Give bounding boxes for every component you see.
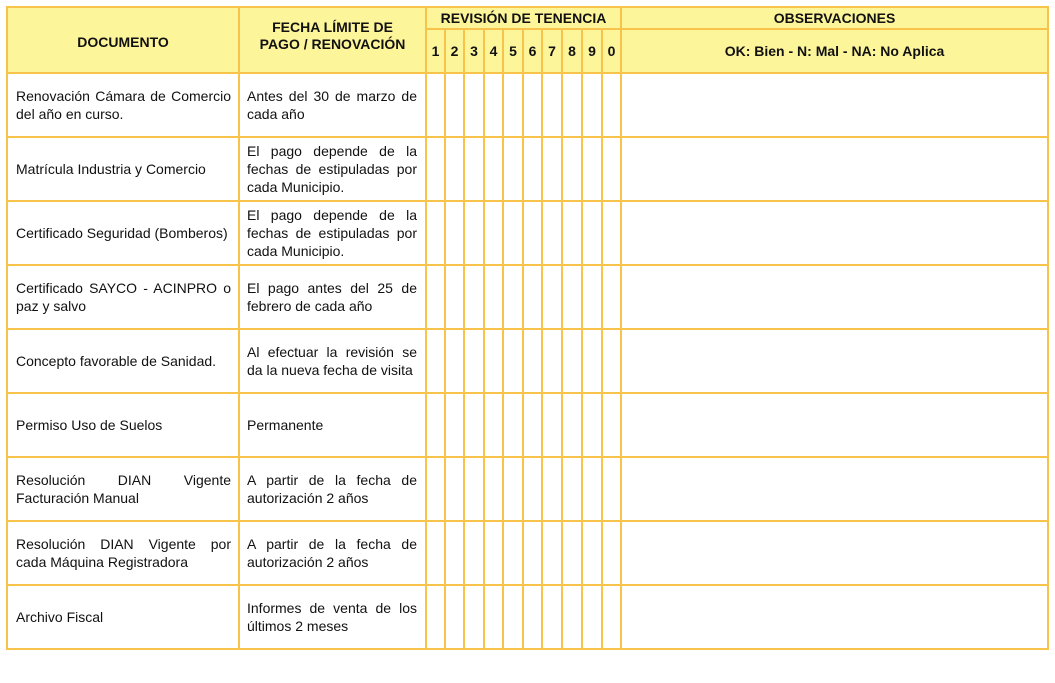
revision-check-cell[interactable] xyxy=(503,137,523,201)
revision-check-cell[interactable] xyxy=(464,457,484,521)
revision-check-cell[interactable] xyxy=(562,265,582,329)
revision-col-header: 3 xyxy=(464,29,484,73)
revision-check-cell[interactable] xyxy=(445,201,464,265)
revision-check-cell[interactable] xyxy=(503,201,523,265)
revision-check-cell[interactable] xyxy=(523,585,542,649)
revision-check-cell[interactable] xyxy=(503,265,523,329)
table-body xyxy=(7,73,1048,649)
revision-check-cell[interactable] xyxy=(484,457,503,521)
revision-check-cell[interactable] xyxy=(562,201,582,265)
revision-check-cell[interactable] xyxy=(445,73,464,137)
revision-check-cell[interactable] xyxy=(426,329,445,393)
revision-check-cell[interactable] xyxy=(503,457,523,521)
revision-check-cell[interactable] xyxy=(542,73,562,137)
revision-check-cell[interactable] xyxy=(464,137,484,201)
revision-check-cell[interactable] xyxy=(484,137,503,201)
revision-check-cell[interactable] xyxy=(503,585,523,649)
header-documento: DOCUMENTO xyxy=(7,7,239,73)
revision-col-header: 8 xyxy=(562,29,582,73)
revision-check-cell[interactable] xyxy=(582,329,602,393)
revision-check-cell[interactable] xyxy=(602,521,621,585)
revision-check-cell[interactable] xyxy=(445,137,464,201)
header-observaciones-legend: OK: Bien - N: Mal - NA: No Aplica xyxy=(621,29,1048,73)
revision-check-cell[interactable] xyxy=(426,73,445,137)
revision-check-cell[interactable] xyxy=(562,457,582,521)
revision-check-cell[interactable] xyxy=(602,393,621,457)
revision-check-cell[interactable] xyxy=(602,137,621,201)
observaciones-cell[interactable] xyxy=(621,457,1048,521)
revision-check-cell[interactable] xyxy=(582,265,602,329)
revision-check-cell[interactable] xyxy=(464,201,484,265)
document-page xyxy=(6,6,1049,650)
revision-col-header: 6 xyxy=(523,29,542,73)
revision-check-cell[interactable] xyxy=(426,457,445,521)
revision-check-cell[interactable] xyxy=(445,265,464,329)
documento-cell: Resolución DIAN Vigente Facturación Manual xyxy=(7,457,239,521)
table-row xyxy=(7,73,1048,137)
documento-cell: Resolución DIAN Vigente por cada Máquina Registradora xyxy=(7,521,239,585)
revision-check-cell[interactable] xyxy=(445,393,464,457)
revision-col-header: 7 xyxy=(542,29,562,73)
observaciones-cell[interactable] xyxy=(621,521,1048,585)
revision-check-cell[interactable] xyxy=(523,137,542,201)
observaciones-cell[interactable] xyxy=(621,73,1048,137)
revision-check-cell[interactable] xyxy=(484,393,503,457)
revision-check-cell[interactable] xyxy=(562,73,582,137)
revision-check-cell[interactable] xyxy=(542,329,562,393)
revision-check-cell[interactable] xyxy=(523,329,542,393)
revision-check-cell[interactable] xyxy=(542,137,562,201)
documento-cell: Renovación Cámara de Comercio del año en curso. xyxy=(7,73,239,137)
revision-col-header: 5 xyxy=(503,29,523,73)
revision-check-cell[interactable] xyxy=(523,393,542,457)
revision-check-cell[interactable] xyxy=(484,521,503,585)
tenencia-table xyxy=(6,6,1049,650)
fecha-cell: Antes del 30 de marzo de cada año xyxy=(239,73,426,137)
revision-check-cell[interactable] xyxy=(582,137,602,201)
revision-check-cell[interactable] xyxy=(484,201,503,265)
table-row xyxy=(7,265,1048,329)
revision-check-cell[interactable] xyxy=(602,457,621,521)
revision-check-cell[interactable] xyxy=(484,73,503,137)
fecha-cell: Permanente xyxy=(239,393,426,457)
revision-check-cell[interactable] xyxy=(542,265,562,329)
fecha-cell: A partir de la fecha de autorización 2 años xyxy=(239,457,426,521)
revision-check-cell[interactable] xyxy=(426,137,445,201)
revision-check-cell[interactable] xyxy=(445,521,464,585)
table-row xyxy=(7,137,1048,201)
revision-check-cell[interactable] xyxy=(542,201,562,265)
revision-check-cell[interactable] xyxy=(523,265,542,329)
revision-check-cell[interactable] xyxy=(523,73,542,137)
revision-check-cell[interactable] xyxy=(445,585,464,649)
revision-col-header: 9 xyxy=(582,29,602,73)
revision-check-cell[interactable] xyxy=(484,265,503,329)
table-row xyxy=(7,393,1048,457)
header-fecha-line1: FECHA LÍMITE DE xyxy=(272,19,393,35)
revision-check-cell[interactable] xyxy=(582,457,602,521)
documento-cell: Concepto favorable de Sanidad. xyxy=(7,329,239,393)
observaciones-cell[interactable] xyxy=(621,329,1048,393)
observaciones-cell[interactable] xyxy=(621,265,1048,329)
revision-check-cell[interactable] xyxy=(445,329,464,393)
revision-check-cell[interactable] xyxy=(582,521,602,585)
revision-check-cell[interactable] xyxy=(464,393,484,457)
revision-check-cell[interactable] xyxy=(523,457,542,521)
revision-check-cell[interactable] xyxy=(503,521,523,585)
revision-check-cell[interactable] xyxy=(426,201,445,265)
revision-check-cell[interactable] xyxy=(562,329,582,393)
documento-cell: Certificado Seguridad (Bomberos) xyxy=(7,201,239,265)
revision-check-cell[interactable] xyxy=(426,265,445,329)
revision-check-cell[interactable] xyxy=(426,585,445,649)
revision-check-cell[interactable] xyxy=(582,585,602,649)
revision-check-cell[interactable] xyxy=(542,457,562,521)
revision-check-cell[interactable] xyxy=(602,73,621,137)
revision-check-cell[interactable] xyxy=(426,521,445,585)
revision-check-cell[interactable] xyxy=(464,73,484,137)
revision-check-cell[interactable] xyxy=(562,521,582,585)
revision-check-cell[interactable] xyxy=(464,329,484,393)
documento-cell: Archivo Fiscal xyxy=(7,585,239,649)
fecha-cell: A partir de la fecha de autorización 2 años xyxy=(239,521,426,585)
header-observaciones: OBSERVACIONES xyxy=(621,7,1048,29)
header-revision: REVISIÓN DE TENENCIA xyxy=(426,7,621,29)
documento-cell: Permiso Uso de Suelos xyxy=(7,393,239,457)
revision-check-cell[interactable] xyxy=(426,393,445,457)
revision-check-cell[interactable] xyxy=(602,265,621,329)
revision-col-header: 0 xyxy=(602,29,621,73)
fecha-cell: El pago depende de la fechas de estipuladas por cada Municipio. xyxy=(239,137,426,201)
revision-col-header: 4 xyxy=(484,29,503,73)
header-fecha xyxy=(239,7,426,73)
revision-check-cell[interactable] xyxy=(503,73,523,137)
revision-check-cell[interactable] xyxy=(582,201,602,265)
observaciones-cell[interactable] xyxy=(621,585,1048,649)
revision-check-cell[interactable] xyxy=(542,585,562,649)
revision-check-cell[interactable] xyxy=(464,265,484,329)
observaciones-cell[interactable] xyxy=(621,393,1048,457)
fecha-cell: Informes de venta de los últimos 2 meses xyxy=(239,585,426,649)
revision-check-cell[interactable] xyxy=(503,393,523,457)
table-header xyxy=(7,7,1048,73)
revision-col-header: 2 xyxy=(445,29,464,73)
revision-check-cell[interactable] xyxy=(484,585,503,649)
revision-check-cell[interactable] xyxy=(464,585,484,649)
revision-check-cell[interactable] xyxy=(484,329,503,393)
revision-check-cell[interactable] xyxy=(582,73,602,137)
revision-check-cell[interactable] xyxy=(445,457,464,521)
table-row xyxy=(7,521,1048,585)
revision-check-cell[interactable] xyxy=(562,393,582,457)
revision-check-cell[interactable] xyxy=(562,585,582,649)
revision-col-header: 1 xyxy=(426,29,445,73)
revision-check-cell[interactable] xyxy=(562,137,582,201)
header-fecha-line2: PAGO / RENOVACIÓN xyxy=(259,36,406,52)
table-row xyxy=(7,585,1048,649)
revision-check-cell[interactable] xyxy=(602,329,621,393)
table-row xyxy=(7,201,1048,265)
fecha-cell: El pago depende de la fechas de estipuladas por cada Municipio. xyxy=(239,201,426,265)
revision-check-cell[interactable] xyxy=(523,521,542,585)
revision-check-cell[interactable] xyxy=(464,521,484,585)
table-row xyxy=(7,329,1048,393)
fecha-cell: Al efectuar la revisión se da la nueva fecha de visita xyxy=(239,329,426,393)
revision-check-cell[interactable] xyxy=(503,329,523,393)
revision-check-cell[interactable] xyxy=(542,393,562,457)
revision-check-cell[interactable] xyxy=(602,585,621,649)
documento-cell: Certificado SAYCO - ACINPRO o paz y salvo xyxy=(7,265,239,329)
documento-cell: Matrícula Industria y Comercio xyxy=(7,137,239,201)
table-row xyxy=(7,457,1048,521)
revision-check-cell[interactable] xyxy=(602,201,621,265)
revision-check-cell[interactable] xyxy=(523,201,542,265)
observaciones-cell[interactable] xyxy=(621,201,1048,265)
fecha-cell: El pago antes del 25 de febrero de cada año xyxy=(239,265,426,329)
revision-check-cell[interactable] xyxy=(582,393,602,457)
revision-check-cell[interactable] xyxy=(542,521,562,585)
observaciones-cell[interactable] xyxy=(621,137,1048,201)
